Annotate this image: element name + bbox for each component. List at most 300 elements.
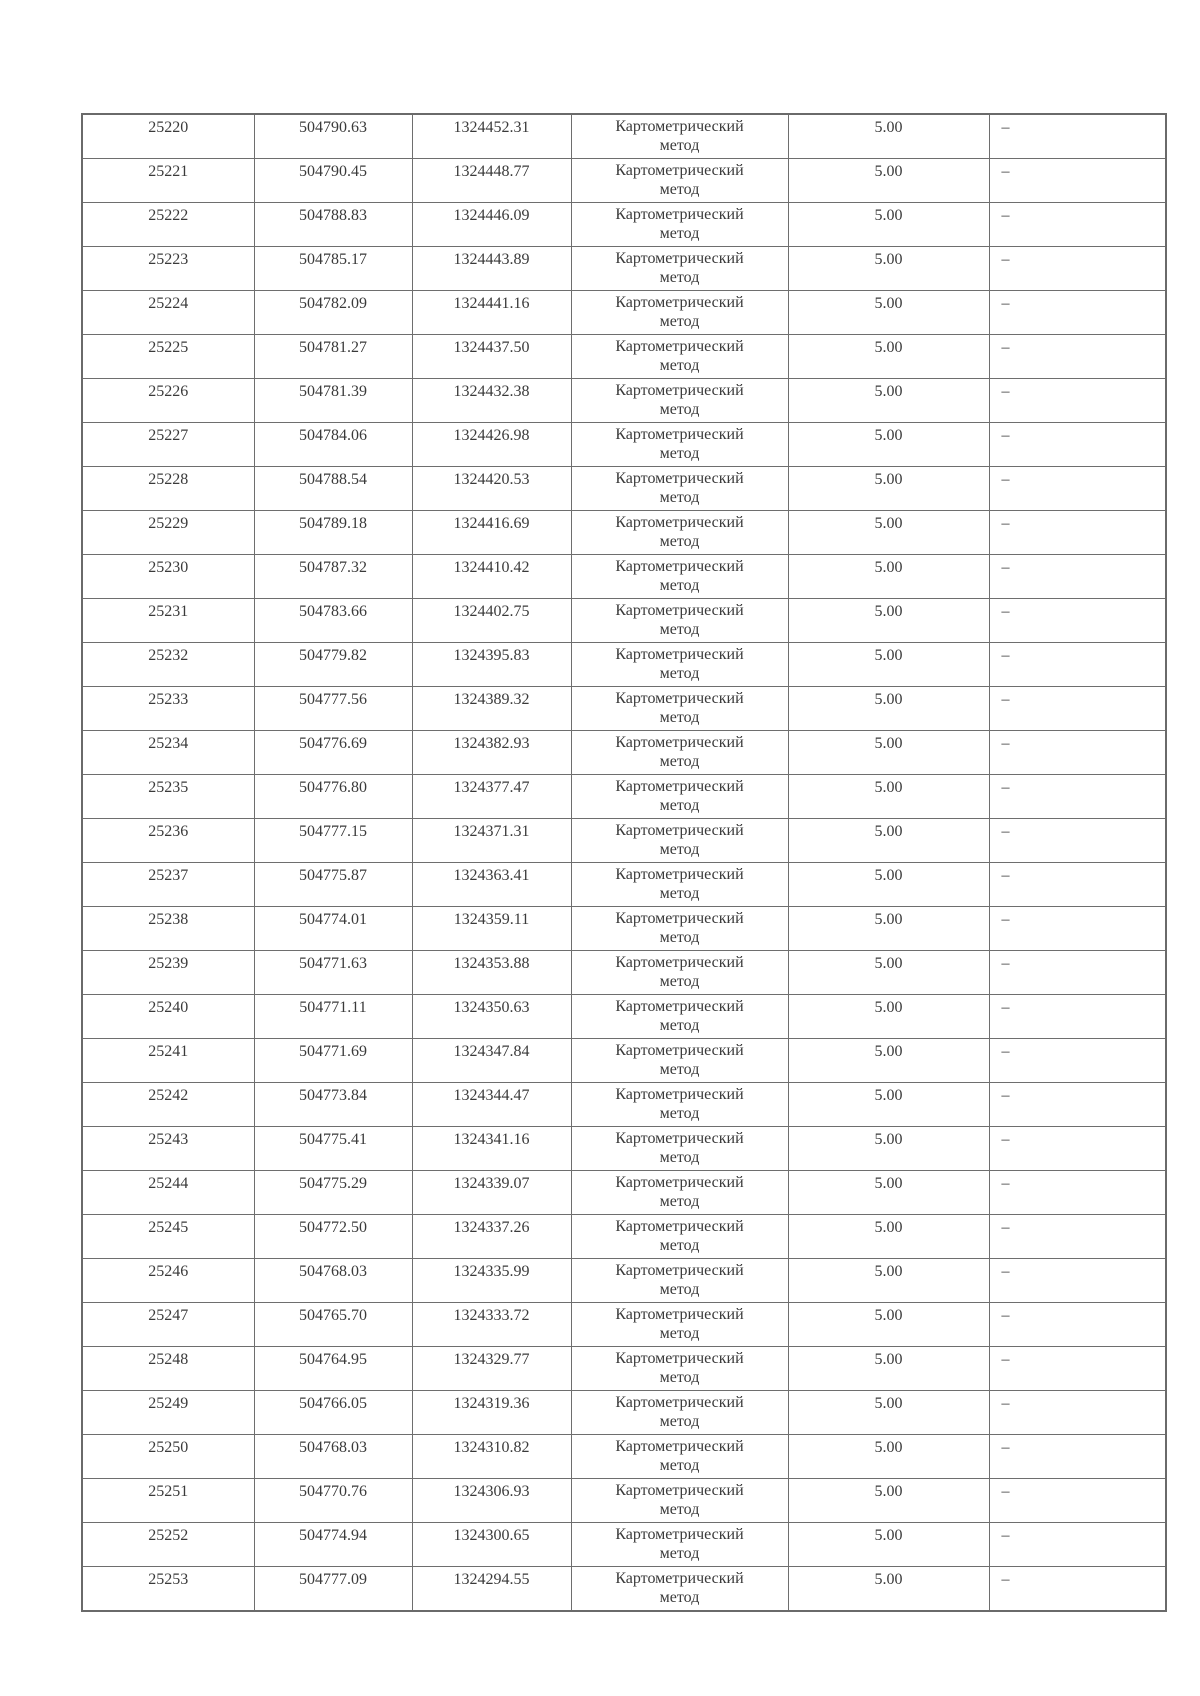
x-coordinate-cell: 504784.06 (254, 423, 412, 467)
x-coordinate-cell: 504770.76 (254, 1479, 412, 1523)
method-cell (571, 995, 788, 1039)
table-row (82, 467, 1166, 511)
method-cell (571, 1435, 788, 1479)
note-cell: – (989, 599, 1166, 643)
method-cell (571, 423, 788, 467)
method-cell (571, 1479, 788, 1523)
note-cell: – (989, 379, 1166, 423)
x-coordinate-cell: 504781.27 (254, 335, 412, 379)
note-cell: – (989, 467, 1166, 511)
y-coordinate-cell: 1324300.65 (412, 1523, 571, 1567)
method-text-line2: метод (659, 1501, 700, 1518)
method-text-line1: Картометрический (615, 338, 744, 355)
point-number-cell: 25222 (82, 203, 254, 247)
table-row (82, 907, 1166, 951)
method-text-line1: Картометрический (615, 954, 744, 971)
x-coordinate-cell: 504775.41 (254, 1127, 412, 1171)
method-text-line1: Картометрический (615, 514, 744, 531)
precision-cell: 5.00 (788, 1039, 989, 1083)
note-cell: – (989, 1523, 1166, 1567)
method-text-line2: метод (659, 533, 700, 550)
y-coordinate-cell: 1324371.31 (412, 819, 571, 863)
y-coordinate-cell: 1324452.31 (412, 114, 571, 159)
method-text-line2: метод (659, 489, 700, 506)
table-row (82, 775, 1166, 819)
precision-cell: 5.00 (788, 379, 989, 423)
point-number-cell: 25240 (82, 995, 254, 1039)
method-cell (571, 1259, 788, 1303)
method-text-line2: метод (659, 225, 700, 242)
method-cell (571, 1391, 788, 1435)
method-text-line2: метод (659, 1193, 700, 1210)
x-coordinate-cell: 504776.80 (254, 775, 412, 819)
note-cell: – (989, 1435, 1166, 1479)
note-cell: – (989, 1479, 1166, 1523)
method-text-line2: метод (659, 181, 700, 198)
note-cell: – (989, 114, 1166, 159)
x-coordinate-cell: 504788.83 (254, 203, 412, 247)
x-coordinate-cell: 504773.84 (254, 1083, 412, 1127)
precision-cell: 5.00 (788, 423, 989, 467)
method-text-line1: Картометрический (615, 426, 744, 443)
method-text-line2: метод (659, 665, 700, 682)
precision-cell: 5.00 (788, 467, 989, 511)
method-cell (571, 643, 788, 687)
x-coordinate-cell: 504775.87 (254, 863, 412, 907)
precision-cell: 5.00 (788, 247, 989, 291)
y-coordinate-cell: 1324363.41 (412, 863, 571, 907)
coordinates-table (81, 113, 1167, 1612)
method-cell (571, 819, 788, 863)
table-row (82, 159, 1166, 203)
point-number-cell: 25246 (82, 1259, 254, 1303)
table-row (82, 599, 1166, 643)
precision-cell: 5.00 (788, 203, 989, 247)
x-coordinate-cell: 504777.56 (254, 687, 412, 731)
precision-cell: 5.00 (788, 1083, 989, 1127)
point-number-cell: 25244 (82, 1171, 254, 1215)
method-text-line2: метод (659, 1589, 700, 1606)
precision-cell: 5.00 (788, 687, 989, 731)
precision-cell: 5.00 (788, 1215, 989, 1259)
point-number-cell: 25220 (82, 114, 254, 159)
method-text-line1: Картометрический (615, 1394, 744, 1411)
point-number-cell: 25248 (82, 1347, 254, 1391)
precision-cell: 5.00 (788, 643, 989, 687)
y-coordinate-cell: 1324432.38 (412, 379, 571, 423)
method-cell (571, 1039, 788, 1083)
note-cell: – (989, 1039, 1166, 1083)
table-row (82, 1215, 1166, 1259)
table-row (82, 1083, 1166, 1127)
method-cell (571, 775, 788, 819)
method-text-line2: метод (659, 797, 700, 814)
coordinates-table-body (82, 114, 1166, 1611)
method-text-line1: Картометрический (615, 1174, 744, 1191)
y-coordinate-cell: 1324389.32 (412, 687, 571, 731)
point-number-cell: 25225 (82, 335, 254, 379)
method-cell (571, 599, 788, 643)
precision-cell: 5.00 (788, 731, 989, 775)
point-number-cell: 25247 (82, 1303, 254, 1347)
precision-cell: 5.00 (788, 1259, 989, 1303)
y-coordinate-cell: 1324382.93 (412, 731, 571, 775)
x-coordinate-cell: 504774.94 (254, 1523, 412, 1567)
method-text-line1: Картометрический (615, 1130, 744, 1147)
method-cell (571, 1567, 788, 1612)
point-number-cell: 25221 (82, 159, 254, 203)
table-row (82, 203, 1166, 247)
point-number-cell: 25231 (82, 599, 254, 643)
note-cell: – (989, 1303, 1166, 1347)
x-coordinate-cell: 504779.82 (254, 643, 412, 687)
precision-cell: 5.00 (788, 114, 989, 159)
method-cell (571, 951, 788, 995)
point-number-cell: 25233 (82, 687, 254, 731)
method-text-line2: метод (659, 269, 700, 286)
point-number-cell: 25243 (82, 1127, 254, 1171)
y-coordinate-cell: 1324344.47 (412, 1083, 571, 1127)
method-text-line2: метод (659, 1325, 700, 1342)
point-number-cell: 25226 (82, 379, 254, 423)
method-text-line1: Картометрический (615, 470, 744, 487)
y-coordinate-cell: 1324329.77 (412, 1347, 571, 1391)
note-cell: – (989, 643, 1166, 687)
table-row (82, 335, 1166, 379)
method-cell (571, 247, 788, 291)
method-text-line1: Картометрический (615, 866, 744, 883)
precision-cell: 5.00 (788, 1479, 989, 1523)
method-text-line2: метод (659, 621, 700, 638)
method-cell (571, 863, 788, 907)
method-text-line2: метод (659, 1457, 700, 1474)
x-coordinate-cell: 504766.05 (254, 1391, 412, 1435)
x-coordinate-cell: 504771.69 (254, 1039, 412, 1083)
y-coordinate-cell: 1324294.55 (412, 1567, 571, 1612)
x-coordinate-cell: 504775.29 (254, 1171, 412, 1215)
x-coordinate-cell: 504776.69 (254, 731, 412, 775)
point-number-cell: 25230 (82, 555, 254, 599)
table-row (82, 643, 1166, 687)
table-row (82, 951, 1166, 995)
precision-cell: 5.00 (788, 951, 989, 995)
table-row (82, 1303, 1166, 1347)
table-row (82, 995, 1166, 1039)
table-row (82, 1127, 1166, 1171)
point-number-cell: 25236 (82, 819, 254, 863)
method-cell (571, 1347, 788, 1391)
table-row (82, 1039, 1166, 1083)
precision-cell: 5.00 (788, 159, 989, 203)
point-number-cell: 25238 (82, 907, 254, 951)
table-row (82, 1171, 1166, 1215)
method-text-line1: Картометрический (615, 1526, 744, 1543)
x-coordinate-cell: 504765.70 (254, 1303, 412, 1347)
precision-cell: 5.00 (788, 995, 989, 1039)
point-number-cell: 25234 (82, 731, 254, 775)
note-cell: – (989, 159, 1166, 203)
note-cell: – (989, 731, 1166, 775)
precision-cell: 5.00 (788, 1435, 989, 1479)
table-row (82, 1391, 1166, 1435)
method-text-line1: Картометрический (615, 998, 744, 1015)
precision-cell: 5.00 (788, 1127, 989, 1171)
y-coordinate-cell: 1324350.63 (412, 995, 571, 1039)
method-text-line2: метод (659, 1017, 700, 1034)
method-text-line1: Картометрический (615, 646, 744, 663)
point-number-cell: 25242 (82, 1083, 254, 1127)
table-row (82, 379, 1166, 423)
point-number-cell: 25253 (82, 1567, 254, 1612)
precision-cell: 5.00 (788, 1567, 989, 1612)
method-cell (571, 1523, 788, 1567)
table-row (82, 555, 1166, 599)
point-number-cell: 25251 (82, 1479, 254, 1523)
point-number-cell: 25239 (82, 951, 254, 995)
precision-cell: 5.00 (788, 335, 989, 379)
method-text-line1: Картометрический (615, 1438, 744, 1455)
point-number-cell: 25224 (82, 291, 254, 335)
note-cell: – (989, 775, 1166, 819)
x-coordinate-cell: 504783.66 (254, 599, 412, 643)
method-text-line1: Картометрический (615, 558, 744, 575)
note-cell: – (989, 907, 1166, 951)
y-coordinate-cell: 1324402.75 (412, 599, 571, 643)
method-cell (571, 555, 788, 599)
point-number-cell: 25229 (82, 511, 254, 555)
y-coordinate-cell: 1324443.89 (412, 247, 571, 291)
method-text-line2: метод (659, 929, 700, 946)
note-cell: – (989, 1127, 1166, 1171)
method-text-line2: метод (659, 1237, 700, 1254)
note-cell: – (989, 203, 1166, 247)
y-coordinate-cell: 1324441.16 (412, 291, 571, 335)
method-cell (571, 731, 788, 775)
method-cell (571, 159, 788, 203)
point-number-cell: 25227 (82, 423, 254, 467)
method-text-line2: метод (659, 1545, 700, 1562)
x-coordinate-cell: 504771.11 (254, 995, 412, 1039)
method-cell (571, 114, 788, 159)
note-cell: – (989, 1391, 1166, 1435)
method-text-line1: Картометрический (615, 250, 744, 267)
y-coordinate-cell: 1324446.09 (412, 203, 571, 247)
precision-cell: 5.00 (788, 819, 989, 863)
method-text-line2: метод (659, 313, 700, 330)
method-text-line2: метод (659, 1413, 700, 1430)
y-coordinate-cell: 1324335.99 (412, 1259, 571, 1303)
method-cell (571, 1303, 788, 1347)
precision-cell: 5.00 (788, 1347, 989, 1391)
method-text-line2: метод (659, 137, 700, 154)
method-cell (571, 1127, 788, 1171)
method-text-line1: Картометрический (615, 1262, 744, 1279)
y-coordinate-cell: 1324333.72 (412, 1303, 571, 1347)
method-text-line2: метод (659, 885, 700, 902)
method-text-line1: Картометрический (615, 1482, 744, 1499)
method-text-line1: Картометрический (615, 1350, 744, 1367)
method-cell (571, 907, 788, 951)
precision-cell: 5.00 (788, 1523, 989, 1567)
y-coordinate-cell: 1324420.53 (412, 467, 571, 511)
table-row (82, 423, 1166, 467)
x-coordinate-cell: 504768.03 (254, 1435, 412, 1479)
y-coordinate-cell: 1324339.07 (412, 1171, 571, 1215)
table-row (82, 1479, 1166, 1523)
method-text-line1: Картометрический (615, 206, 744, 223)
method-text-line1: Картометрический (615, 910, 744, 927)
note-cell: – (989, 1259, 1166, 1303)
y-coordinate-cell: 1324410.42 (412, 555, 571, 599)
y-coordinate-cell: 1324359.11 (412, 907, 571, 951)
method-text-line1: Картометрический (615, 822, 744, 839)
y-coordinate-cell: 1324395.83 (412, 643, 571, 687)
point-number-cell: 25245 (82, 1215, 254, 1259)
y-coordinate-cell: 1324337.26 (412, 1215, 571, 1259)
table-row (82, 1567, 1166, 1612)
method-text-line1: Картометрический (615, 382, 744, 399)
method-cell (571, 291, 788, 335)
table-row (82, 1435, 1166, 1479)
y-coordinate-cell: 1324437.50 (412, 335, 571, 379)
method-text-line2: метод (659, 1061, 700, 1078)
method-text-line2: метод (659, 445, 700, 462)
table-row (82, 247, 1166, 291)
method-text-line1: Картометрический (615, 1570, 744, 1587)
method-cell (571, 687, 788, 731)
method-text-line1: Картометрический (615, 294, 744, 311)
note-cell: – (989, 995, 1166, 1039)
table-row (82, 819, 1166, 863)
y-coordinate-cell: 1324319.36 (412, 1391, 571, 1435)
table-row (82, 1523, 1166, 1567)
x-coordinate-cell: 504790.45 (254, 159, 412, 203)
x-coordinate-cell: 504772.50 (254, 1215, 412, 1259)
method-cell (571, 1215, 788, 1259)
precision-cell: 5.00 (788, 1171, 989, 1215)
method-text-line1: Картометрический (615, 1086, 744, 1103)
note-cell: – (989, 1083, 1166, 1127)
method-text-line1: Картометрический (615, 734, 744, 751)
note-cell: – (989, 247, 1166, 291)
point-number-cell: 25232 (82, 643, 254, 687)
method-cell (571, 511, 788, 555)
table-row (82, 1259, 1166, 1303)
method-cell (571, 1171, 788, 1215)
x-coordinate-cell: 504790.63 (254, 114, 412, 159)
precision-cell: 5.00 (788, 907, 989, 951)
point-number-cell: 25252 (82, 1523, 254, 1567)
x-coordinate-cell: 504777.09 (254, 1567, 412, 1612)
precision-cell: 5.00 (788, 1303, 989, 1347)
method-text-line2: метод (659, 753, 700, 770)
method-text-line1: Картометрический (615, 162, 744, 179)
x-coordinate-cell: 504782.09 (254, 291, 412, 335)
method-text-line2: метод (659, 577, 700, 594)
x-coordinate-cell: 504785.17 (254, 247, 412, 291)
method-text-line1: Картометрический (615, 778, 744, 795)
table-row (82, 291, 1166, 335)
method-cell (571, 335, 788, 379)
method-text-line2: метод (659, 973, 700, 990)
table-row (82, 731, 1166, 775)
x-coordinate-cell: 504764.95 (254, 1347, 412, 1391)
note-cell: – (989, 863, 1166, 907)
note-cell: – (989, 511, 1166, 555)
method-text-line2: метод (659, 841, 700, 858)
x-coordinate-cell: 504781.39 (254, 379, 412, 423)
x-coordinate-cell: 504787.32 (254, 555, 412, 599)
table-row (82, 114, 1166, 159)
precision-cell: 5.00 (788, 599, 989, 643)
note-cell: – (989, 291, 1166, 335)
note-cell: – (989, 1347, 1166, 1391)
precision-cell: 5.00 (788, 1391, 989, 1435)
method-cell (571, 203, 788, 247)
y-coordinate-cell: 1324448.77 (412, 159, 571, 203)
precision-cell: 5.00 (788, 775, 989, 819)
y-coordinate-cell: 1324341.16 (412, 1127, 571, 1171)
table-row (82, 687, 1166, 731)
y-coordinate-cell: 1324377.47 (412, 775, 571, 819)
precision-cell: 5.00 (788, 511, 989, 555)
table-row (82, 863, 1166, 907)
method-text-line2: метод (659, 1149, 700, 1166)
y-coordinate-cell: 1324310.82 (412, 1435, 571, 1479)
table-row (82, 1347, 1166, 1391)
precision-cell: 5.00 (788, 291, 989, 335)
x-coordinate-cell: 504774.01 (254, 907, 412, 951)
x-coordinate-cell: 504777.15 (254, 819, 412, 863)
x-coordinate-cell: 504771.63 (254, 951, 412, 995)
precision-cell: 5.00 (788, 555, 989, 599)
table-row (82, 511, 1166, 555)
method-cell (571, 467, 788, 511)
point-number-cell: 25228 (82, 467, 254, 511)
x-coordinate-cell: 504768.03 (254, 1259, 412, 1303)
y-coordinate-cell: 1324306.93 (412, 1479, 571, 1523)
y-coordinate-cell: 1324353.88 (412, 951, 571, 995)
method-text-line1: Картометрический (615, 1042, 744, 1059)
method-cell (571, 1083, 788, 1127)
note-cell: – (989, 687, 1166, 731)
point-number-cell: 25249 (82, 1391, 254, 1435)
method-text-line2: метод (659, 1281, 700, 1298)
method-cell (571, 379, 788, 423)
note-cell: – (989, 423, 1166, 467)
method-text-line1: Картометрический (615, 602, 744, 619)
note-cell: – (989, 1215, 1166, 1259)
method-text-line2: метод (659, 1105, 700, 1122)
note-cell: – (989, 1567, 1166, 1612)
method-text-line2: метод (659, 709, 700, 726)
method-text-line1: Картометрический (615, 1306, 744, 1323)
point-number-cell: 25250 (82, 1435, 254, 1479)
precision-cell: 5.00 (788, 863, 989, 907)
x-coordinate-cell: 504788.54 (254, 467, 412, 511)
point-number-cell: 25241 (82, 1039, 254, 1083)
method-text-line1: Картометрический (615, 118, 744, 135)
method-text-line1: Картометрический (615, 690, 744, 707)
x-coordinate-cell: 504789.18 (254, 511, 412, 555)
note-cell: – (989, 335, 1166, 379)
note-cell: – (989, 951, 1166, 995)
note-cell: – (989, 1171, 1166, 1215)
method-text-line2: метод (659, 401, 700, 418)
note-cell: – (989, 555, 1166, 599)
point-number-cell: 25223 (82, 247, 254, 291)
point-number-cell: 25235 (82, 775, 254, 819)
